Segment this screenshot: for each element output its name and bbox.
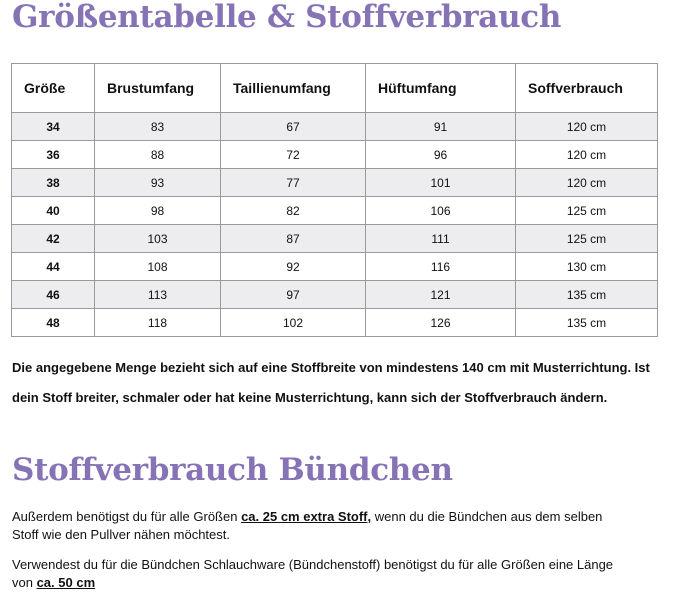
hip-cell: 96 [366,141,516,169]
table-row [12,309,658,337]
size-table-header-row [12,64,658,113]
table-row [12,197,658,225]
chest-cell: 103 [95,225,221,253]
size-table-heading: Größentabelle & Stoffverbrauch [12,0,562,35]
paragraph-text: wenn du die Bündchen aus dem selben Stoff wie den Pullver nähen möchtest. [12,509,603,542]
fabric-cell: 135 cm [516,309,658,337]
fabric-cell: 130 cm [516,253,658,281]
hip-cell: 116 [366,253,516,281]
table-row [12,281,658,309]
cuffs-extra-fabric-paragraph [12,508,632,544]
fabric-cell: 120 cm [516,113,658,141]
column-header-waist: Taillienumfang [221,64,366,113]
cuffs-heading: Stoffverbrauch Bündchen [12,452,453,488]
tube-fabric-length: ca. 50 cm [36,575,96,590]
chest-cell: 113 [95,281,221,309]
waist-cell: 102 [221,309,366,337]
hip-cell: 121 [366,281,516,309]
waist-cell: 87 [221,225,366,253]
size-cell: 46 [12,281,95,309]
table-row [12,141,658,169]
chest-cell: 93 [95,169,221,197]
column-header-size: Größe [12,64,95,113]
fabric-cell: 120 cm [516,169,658,197]
column-header-chest: Brustumfang [95,64,221,113]
fabric-cell: 125 cm [516,225,658,253]
size-cell: 42 [12,225,95,253]
column-header-fabric: Soffverbrauch [516,64,658,113]
size-cell: 44 [12,253,95,281]
fabric-cell: 120 cm [516,141,658,169]
size-cell: 48 [12,309,95,337]
size-cell: 34 [12,113,95,141]
chest-cell: 88 [95,141,221,169]
paragraph-text: Außerdem benötigst du für alle Größen [12,509,242,524]
size-cell: 40 [12,197,95,225]
fabric-cell: 135 cm [516,281,658,309]
table-row [12,253,658,281]
table-row [12,225,658,253]
waist-cell: 72 [221,141,366,169]
size-cell: 36 [12,141,95,169]
hip-cell: 106 [366,197,516,225]
size-table [11,63,658,337]
waist-cell: 92 [221,253,366,281]
hip-cell: 91 [366,113,516,141]
size-cell: 38 [12,169,95,197]
hip-cell: 111 [366,225,516,253]
chest-cell: 83 [95,113,221,141]
waist-cell: 77 [221,169,366,197]
chest-cell: 98 [95,197,221,225]
chest-cell: 108 [95,253,221,281]
hip-cell: 101 [366,169,516,197]
fabric-width-note: Die angegebene Menge bezieht sich auf eine Stoffbreite von mindestens 140 cm mit Musterrichtung. Ist dein Stoff breiter, schmaler oder hat keine Musterrichtung, kann sich der Stoffverbrauch ändern. [12,360,650,405]
extra-fabric-amount: ca. 25 cm extra Stoff, [241,509,372,524]
waist-cell: 82 [221,197,366,225]
fabric-cell: 125 cm [516,197,658,225]
table-row [12,169,658,197]
paragraph-text: Verwendest du für die Bündchen Schlauchware (Bündchenstoff) benötigst du für alle Größen eine Länge von [12,557,614,590]
chest-cell: 118 [95,309,221,337]
waist-cell: 67 [221,113,366,141]
waist-cell: 97 [221,281,366,309]
table-row [12,113,658,141]
tube-fabric-paragraph [12,556,632,592]
column-header-hip: Hüftumfang [366,64,516,113]
hip-cell: 126 [366,309,516,337]
